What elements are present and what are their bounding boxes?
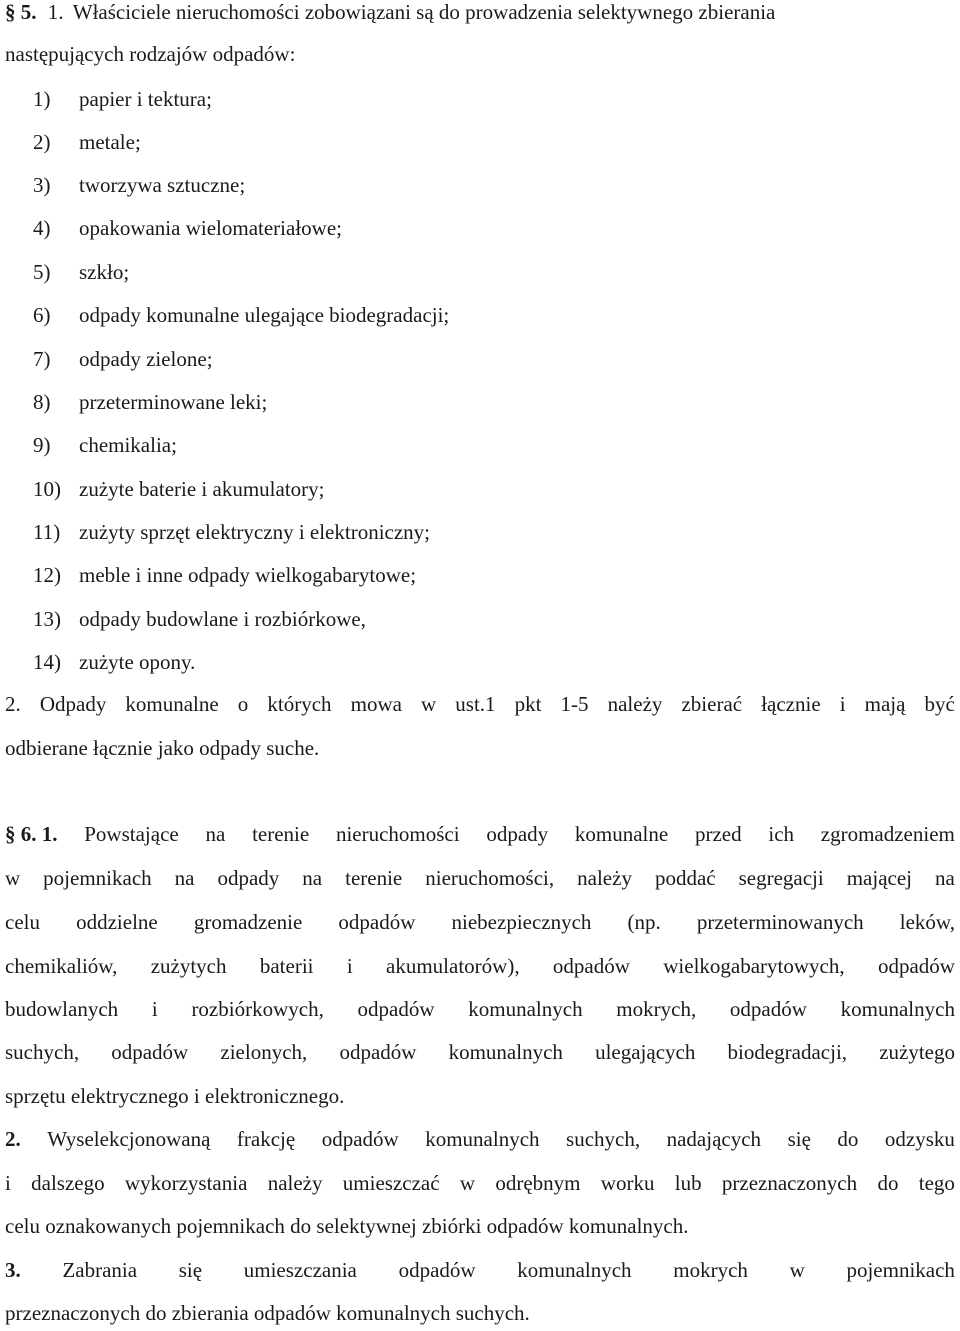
list-item-number: 4)	[33, 216, 51, 240]
word: umieszczać	[342, 1171, 440, 1195]
list-item-text: zużyte opony.	[79, 650, 196, 674]
list-item-number: 1)	[33, 87, 51, 111]
paragraph-number: § 6. 1.	[5, 822, 58, 846]
word: oddzielne	[76, 910, 158, 934]
list-item	[33, 87, 212, 111]
word: budowlanych	[5, 997, 119, 1021]
list-item-number: 10)	[33, 477, 61, 501]
list-item	[33, 303, 449, 327]
word: komunalnych	[448, 1040, 563, 1064]
word: celu	[5, 910, 40, 934]
word: poddać	[654, 866, 716, 890]
word: mokrych	[673, 1258, 748, 1282]
word: odrębnym	[495, 1171, 581, 1195]
list-item-number: 6)	[33, 303, 51, 327]
word: w	[789, 1258, 805, 1282]
list-item-text: odpady zielone;	[79, 347, 213, 371]
word: odpadów	[552, 954, 630, 978]
section6-p2-line3: celu oznakowanych pojemnikach do selektywnej zbiórki odpadów komunalnych.	[5, 1214, 689, 1238]
list-item-number: 8)	[33, 390, 51, 414]
word: nieruchomości,	[425, 866, 555, 890]
word: akumulatorów),	[386, 954, 520, 978]
word: się	[787, 1127, 811, 1151]
list-item-text: papier i tektura;	[79, 87, 212, 111]
word: Powstające	[84, 822, 179, 846]
word: frakcję	[236, 1127, 296, 1151]
list-item	[33, 650, 195, 674]
word: do	[837, 1127, 859, 1151]
word: 1-5	[560, 692, 589, 716]
word: przeterminowanych	[696, 910, 864, 934]
list-item-number: 13)	[33, 607, 61, 631]
list-item	[33, 520, 430, 544]
word: i	[346, 954, 353, 978]
word: mokrych,	[616, 997, 697, 1021]
word: odpadów	[729, 997, 807, 1021]
word: komunalne	[574, 822, 669, 846]
word: worku	[600, 1171, 655, 1195]
section5-p2-line2: odbierane łącznie jako odpady suche.	[5, 736, 320, 760]
list-item	[33, 477, 324, 501]
word: zbierać	[681, 692, 743, 716]
section5-heading-line	[5, 0, 775, 24]
section5-p2-line1	[5, 692, 955, 716]
word: odpadów	[338, 910, 416, 934]
word: komunalnych	[517, 1258, 632, 1282]
list-item-text: opakowania wielomateriałowe;	[79, 216, 342, 240]
word: się	[178, 1258, 203, 1282]
list-item-number: 3)	[33, 173, 51, 197]
word: łącznie	[761, 692, 821, 716]
section6-p1-line2	[5, 866, 955, 890]
section5-intro-line2: następujących rodzajów odpadów:	[5, 42, 296, 66]
list-item-text: metale;	[79, 130, 141, 154]
section6-p1-line6	[5, 1040, 955, 1064]
word: Wyselekcjonowaną	[47, 1127, 211, 1151]
word: mającej	[846, 866, 913, 890]
word: wielkogabarytowych,	[663, 954, 845, 978]
word: odpadów	[357, 997, 435, 1021]
word: pojemnikach	[43, 866, 152, 890]
section6-p2-line2	[5, 1171, 955, 1195]
word: pojemnikach	[846, 1258, 955, 1282]
list-item-text: chemikalia;	[79, 433, 177, 457]
list-item-number: 11)	[33, 520, 61, 544]
word: zgromadzeniem	[820, 822, 955, 846]
list-item-number: 5)	[33, 260, 51, 284]
word: na	[302, 866, 323, 890]
list-item	[33, 347, 213, 371]
list-item	[33, 433, 177, 457]
word: zielonych,	[220, 1040, 308, 1064]
word: odpadów	[398, 1258, 476, 1282]
word: należy	[267, 1171, 323, 1195]
word: i	[151, 997, 158, 1021]
word: do	[877, 1171, 899, 1195]
word: Odpady	[39, 692, 107, 716]
section6-p1-line1	[5, 822, 955, 846]
list-item	[33, 216, 342, 240]
word: komunalnych	[468, 997, 583, 1021]
word: suchych,	[5, 1040, 80, 1064]
list-item	[33, 607, 366, 631]
list-item-text: przeterminowane leki;	[79, 390, 268, 414]
word: ulegających	[595, 1040, 696, 1064]
word: leków,	[899, 910, 955, 934]
word: odpadów	[339, 1040, 417, 1064]
word: w	[421, 692, 437, 716]
word: przeznaczonych	[721, 1171, 858, 1195]
word: umieszczania	[243, 1258, 357, 1282]
word: odpadów	[321, 1127, 399, 1151]
list-item-number: 9)	[33, 433, 51, 457]
word: chemikaliów,	[5, 954, 118, 978]
section5-num: 1.	[47, 0, 64, 24]
list-item-number: 14)	[33, 650, 61, 674]
list-item-text: zużyte baterie i akumulatory;	[79, 477, 325, 501]
word: biodegradacji,	[727, 1040, 848, 1064]
section5-intro-line1: Właściciele nieruchomości zobowiązani są do prowadzenia selektywnego zbierania	[72, 0, 776, 24]
list-item-text: zużyty sprzęt elektryczny i elektroniczny;	[79, 520, 431, 544]
word: i	[5, 1171, 11, 1195]
section6-p1-line5	[5, 997, 955, 1021]
word: dalszego	[31, 1171, 105, 1195]
word: zużytego	[879, 1040, 955, 1064]
word: terenie	[345, 866, 403, 890]
word: tego	[918, 1171, 955, 1195]
word: komunalnych	[840, 997, 955, 1021]
word: pkt	[514, 692, 542, 716]
paragraph-number: 3.	[5, 1258, 21, 1282]
word: baterii	[259, 954, 314, 978]
word: w	[459, 1171, 476, 1195]
paragraph-number: 2.	[5, 1127, 21, 1151]
list-item-text: meble i inne odpady wielkogabarytowe;	[79, 563, 417, 587]
section6-p1-line3	[5, 910, 955, 934]
list-item-number: 7)	[33, 347, 51, 371]
word: odpadów	[111, 1040, 189, 1064]
word: których	[267, 692, 332, 716]
word: Zabrania	[62, 1258, 138, 1282]
word: suchych,	[566, 1127, 641, 1151]
word: 2.	[5, 692, 21, 716]
word: komunalnych	[425, 1127, 540, 1151]
word: na	[174, 866, 195, 890]
word: odpady	[486, 822, 549, 846]
list-item-number: 2)	[33, 130, 51, 154]
list-item-text: odpady budowlane i rozbiórkowe,	[79, 607, 366, 631]
word: na	[935, 866, 955, 890]
word: gromadzenie	[193, 910, 303, 934]
word: w	[5, 866, 21, 890]
word: nieruchomości	[335, 822, 460, 846]
word: odpadów	[877, 954, 955, 978]
word: odpady	[217, 866, 280, 890]
word: wykorzystania	[124, 1171, 248, 1195]
word: odzysku	[884, 1127, 955, 1151]
list-item-number: 12)	[33, 563, 61, 587]
section6-p1-line4	[5, 954, 955, 978]
section6-p3-line2: przeznaczonych do zbierania odpadów komunalnych suchych.	[5, 1301, 530, 1325]
word: segregacji	[738, 866, 824, 890]
list-item	[33, 260, 129, 284]
section6-p3-line1	[5, 1258, 955, 1282]
word: ust.1	[455, 692, 496, 716]
list-item-text: szkło;	[79, 260, 130, 284]
list-item	[33, 390, 267, 414]
section6-p2-line1	[5, 1127, 955, 1151]
list-item	[33, 563, 416, 587]
list-item-text: tworzywa sztuczne;	[79, 173, 246, 197]
word: (np.	[627, 910, 661, 934]
list-item	[33, 130, 141, 154]
word: należy	[577, 866, 632, 890]
word: komunalne	[125, 692, 219, 716]
word: należy	[607, 692, 663, 716]
word: mowa	[350, 692, 402, 716]
word: niebezpiecznych	[451, 910, 592, 934]
list-item-text: odpady komunalne ulegające biodegradacji;	[79, 303, 450, 327]
word: na	[205, 822, 226, 846]
word: mają	[864, 692, 906, 716]
section6-p1-line7: sprzętu elektrycznego i elektronicznego.	[5, 1084, 345, 1108]
word: rozbiórkowych,	[191, 997, 324, 1021]
word: ich	[768, 822, 795, 846]
section5-sign: § 5.	[5, 0, 37, 24]
word: terenie	[252, 822, 310, 846]
word: przed	[694, 822, 742, 846]
list-item	[33, 173, 245, 197]
word: nadających	[666, 1127, 762, 1151]
word: i	[839, 692, 846, 716]
word: lub	[674, 1171, 702, 1195]
word: o	[237, 692, 249, 716]
word: zużytych	[150, 954, 227, 978]
word: być	[924, 692, 955, 716]
